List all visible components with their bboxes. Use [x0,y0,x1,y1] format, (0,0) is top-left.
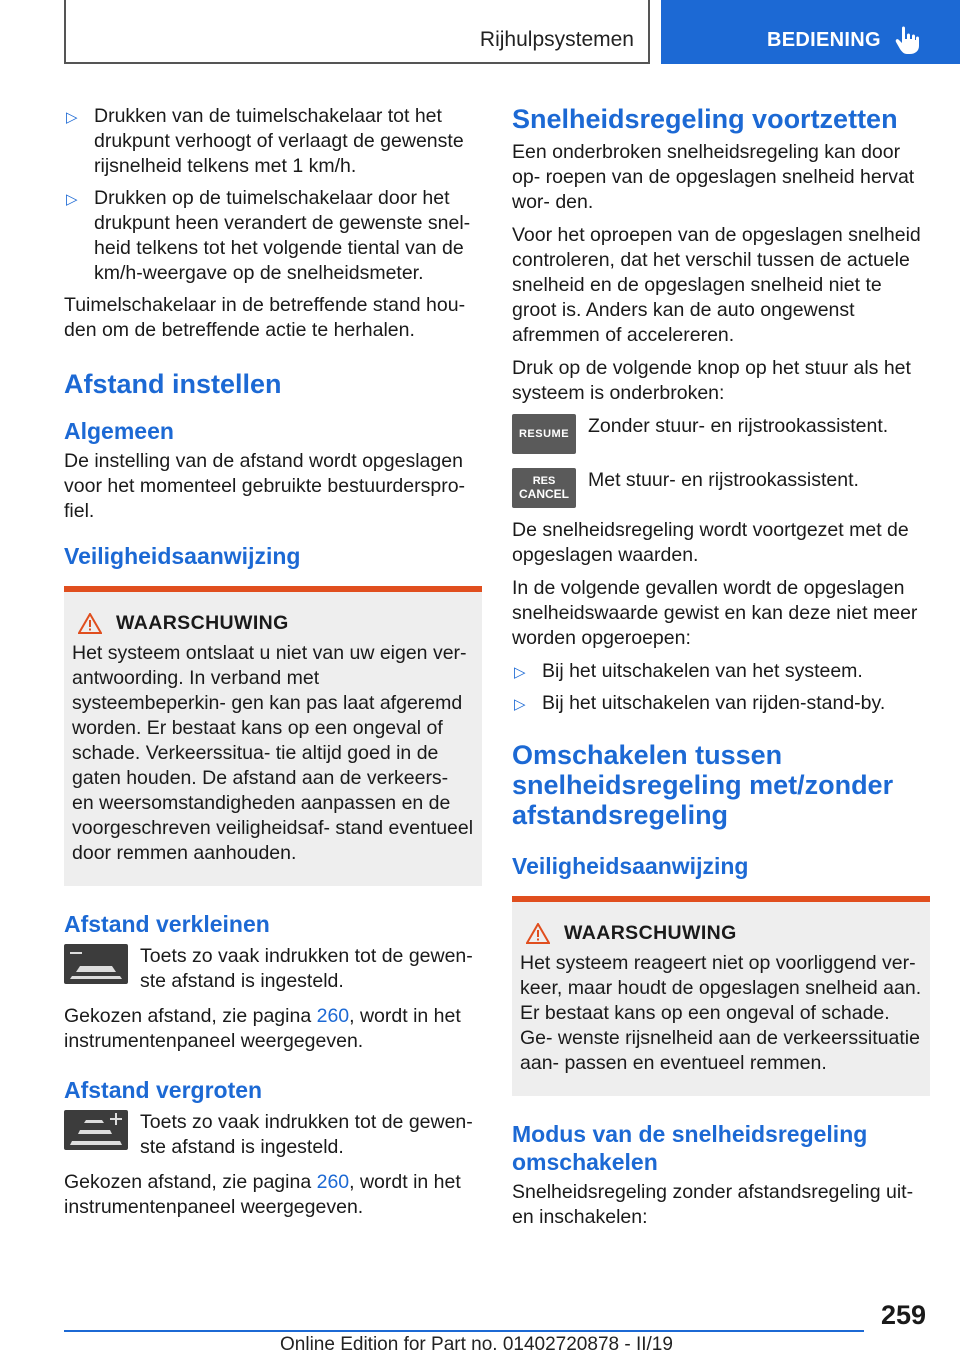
edition-text: Online Edition for Part no. 01402720878 - II/19 [280,1334,673,1355]
res-cancel-description: Met stuur- en rijstrookassistent. [588,469,859,491]
paragraph: Een onderbroken snelheidsregeling kan door op- roepen van de opgeslagen snelheid hervat wor- den. [512,141,915,213]
distance-decrease-row [64,944,482,994]
increase-instruction: Toets zo vaak indrukken tot de gewen- ste afstand is ingesteld. [140,1111,473,1158]
paragraph: Snelheidsregeling zonder afstandsregeling uit- en inschakelen: [512,1181,914,1228]
paragraph: De snelheidsregeling wordt voortgezet met de opgeslagen waarden. [512,519,909,566]
footer-divider [64,1330,864,1332]
warning-triangle-icon [526,923,550,944]
warning-text: Het systeem reageert niet op voorliggend ver- keer, maar houdt de opgeslagen snelheid aan. Er bestaat kans op een ongeval of schade. Ge- wenste rijsnelheid aan de verkeerssituatie aan- passen en eventueel remmen. [520,952,922,1074]
heading-omschakelen: Omschakelen tussen snelheidsregeling met/zonder afstandsregeling [512,740,894,830]
heading-afstand-instellen: Afstand instellen [64,369,282,399]
section-title: Rijhulpsystemen [479,28,634,51]
paragraph: De instelling van de afstand wordt opgeslagen voor het momenteel gebruikte bestuurderspro- fiel. [64,450,466,522]
page-link-260[interactable]: 260 [316,1005,350,1027]
heading-snelheidsregeling-voortzetten: Snelheidsregeling voortzetten [512,104,898,134]
paragraph: Voor het oproepen van de opgeslagen snelheid controleren, dat het verschil tussen de actuele snelheid en de opgeslagen snelheid niet te groot is. Anders kan de auto ongewenst afremmen of accelereren. [512,224,921,346]
paragraph: Gekozen afstand, zie pagina 260, wordt in het instrumentenpaneel weergegeven. [64,1171,461,1218]
warning-box [64,586,482,886]
paragraph: Gekozen afstand, zie pagina 260, wordt in het instrumentenpaneel weergegeven. [64,1005,461,1052]
list-item: ▷ Bij het uitschakelen van rijden-stand-by. [512,691,930,716]
warning-box [512,896,930,1096]
list-item: ▷ Bij het uitschakelen van het systeem. [512,659,930,684]
page-number: 259 [880,1300,926,1330]
resume-button-icon: RESUME [512,414,576,454]
resume-description: Zonder stuur- en rijstrookassistent. [588,415,889,437]
heading-veiligheidsaanwijzing: Veiligheidsaanwijzing [512,853,749,879]
heading-veiligheidsaanwijzing: Veiligheidsaanwijzing [64,543,301,569]
page-header [0,0,960,66]
triangle-bullet-icon: ▷ [514,664,526,681]
heading-afstand-vergroten: Afstand vergroten [64,1077,263,1103]
list-item: ▷ Drukken op de tuimelschakelaar door het drukpunt heen verandert de gewenste snel- heid telkens tot het volgende tiental van de km/h-weergave op de snelheidsmeter. [66,187,471,284]
warning-title: WAARSCHUWING [520,922,922,945]
chapter-title: BEDIENING [767,29,881,51]
paragraph: Druk op de volgende knop op het stuur als het systeem is onderbroken: [512,357,911,404]
triangle-bullet-icon: ▷ [514,696,526,713]
res-cancel-row [512,468,930,508]
decrease-instruction: Toets zo vaak indrukken tot de gewen- ste afstand is ingesteld. [140,945,473,992]
left-column [64,104,482,1228]
res-cancel-button-icon: RES CANCEL [512,468,576,508]
warning-text: Het systeem ontslaat u niet van uw eigen ver- antwoording. In verband met systeembeperkin- gen kan pas laat afgeremd worden. Er bestaat kans op een ongeval of schade. Verkeerssitua- tie altijd goed in de gaten houden. De afstand aan de verkeers- en weersomstandigheden aanpassen en de voorgeschreven veiligheidsaf- stand eventueel door remmen aanhouden. [72,642,474,864]
heading-algemeen: Algemeen [64,418,174,444]
pointing-hand-icon [894,24,924,56]
heading-modus-omschakelen: Modus van de snelheidsregeling omschakelen [512,1121,868,1175]
page-link-260[interactable]: 260 [316,1171,350,1193]
paragraph: In de volgende gevallen wordt de opgeslagen snelheidswaarde gewist en kan deze niet meer worden opgeroepen: [512,577,918,649]
right-column [512,104,930,1238]
warning-title: WAARSCHUWING [72,612,474,635]
list-item: ▷ Drukken van de tuimelschakelaar tot het drukpunt verhoogt of verlaagt de gewenste rijsnelheid telkens met 1 km/h. [66,105,464,177]
distance-increase-row [64,1110,482,1160]
paragraph: Tuimelschakelaar in de betreffende stand hou- den om de betreffende actie te herhalen. [64,294,466,341]
distance-decrease-button-icon [64,944,128,984]
warning-triangle-icon [78,613,102,634]
resume-row [512,414,930,454]
triangle-bullet-icon: ▷ [66,191,78,208]
distance-increase-button-icon [64,1110,128,1150]
section-header [64,0,650,64]
heading-afstand-verkleinen: Afstand verkleinen [64,911,270,937]
triangle-bullet-icon: ▷ [66,109,78,126]
